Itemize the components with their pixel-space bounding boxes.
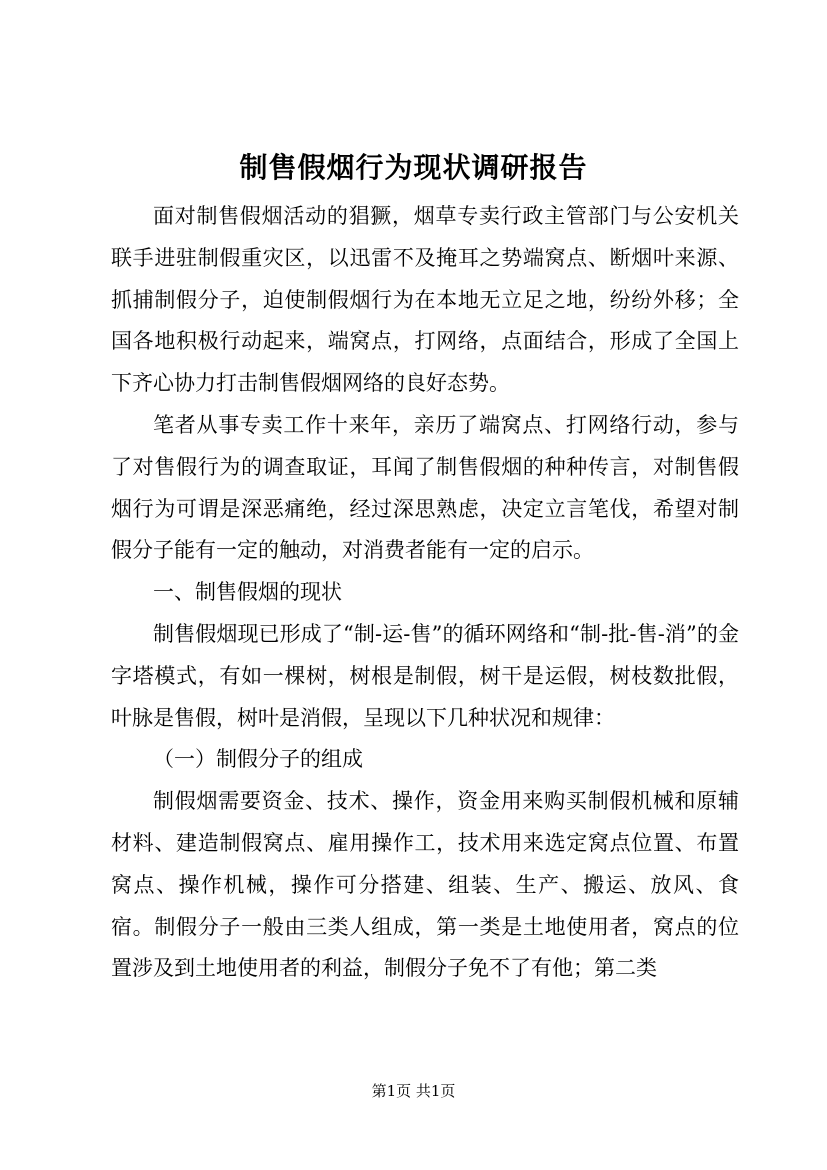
document-title: 制售假烟行为现状调研报告 [239,151,588,184]
section-heading-status: 一、制售假烟的现状 [153,580,342,605]
paragraph-composition: 制假烟需要资金、技术、操作，资金用来购买制假机械和原辅材料、建造制假窝点、雇用操作工，技术用来选定窝点位置、布置窝点、操作机械，操作可分搭建、组装、生产、搬运、放风、食宿。制假分子一般由三类人组成，第一类是土地使用者，窝点的位置涉及到土地使用者的利益，制假分子免不了有他；第二类 [111,789,739,981]
subsection-heading-composition: （一）制假分子的组成 [153,747,363,772]
paragraph-status-overview: 制售假烟现已形成了“制-运-售”的循环网络和“制-批-售-消”的金字塔模式，有如一棵树，树根是制假，树干是运假，树枝数批假，叶脉是售假，树叶是消假，呈现以下几种状况和规律： [111,621,739,730]
page-footer: 第1页 共1页 [371,1082,456,1100]
paragraph-author-note: 笔者从事专卖工作十来年，亲历了端窝点、打网络行动，参与了对售假行为的调查取证，耳闻了制售假烟的种种传言，对制售假烟行为可谓是深恶痛绝，经过深思熟虑，决定立言笔伐，希望对制假分子能有一定的触动，对消费者能有一定的启示。 [111,412,739,563]
paragraph-intro: 面对制售假烟活动的猖獗，烟草专卖行政主管部门与公安机关联手进驻制假重灾区，以迅雷不及掩耳之势端窝点、断烟叶来源、抓捕制假分子，迫使制假烟行为在本地无立足之地，纷纷外移；全国各地积极行动起来，端窝点，打网络，点面结合，形成了全国上下齐心协力打击制售假烟网络的良好态势。 [111,204,739,396]
document-body [111,196,739,990]
